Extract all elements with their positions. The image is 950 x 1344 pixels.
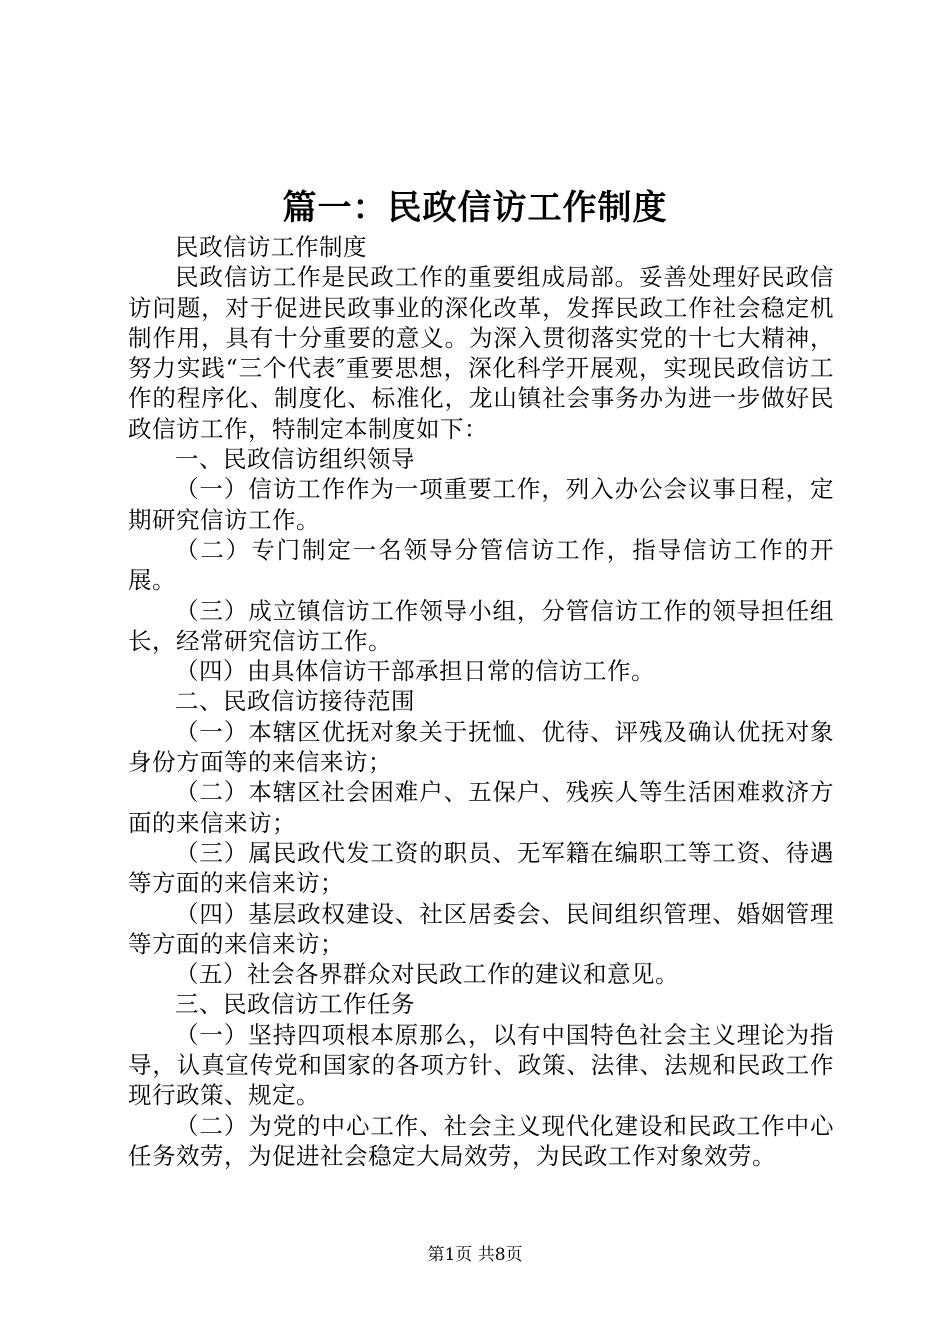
page-indicator: 第1页 共8页 <box>427 1245 523 1265</box>
paragraph: （一）信访工作作为一项重要工作，列入办公会议事日程，定期研究信访工作。 <box>128 475 834 534</box>
document-title: 篇一：民政信访工作制度 <box>282 188 668 228</box>
paragraph: （二）为党的中心工作、社会主义现代化建设和民政工作中心任务效劳，为促进社会稳定大局效劳，为民政工作对象效劳。 <box>128 1111 834 1170</box>
document-body <box>128 232 834 1171</box>
paragraph: （二）专门制定一名领导分管信访工作，指导信访工作的开展。 <box>128 535 834 595</box>
paragraph: 民政信访工作制度 <box>175 233 367 261</box>
paragraph: （一）坚持四项根本原那么，以有中国特色社会主义理论为指导，认真宣传党和国家的各项方针、政策、法律、法规和民政工作现行政策、规定。 <box>128 1020 834 1110</box>
section-heading: 一、民政信访组织领导 <box>175 445 415 474</box>
section-heading: 二、民政信访接待范围 <box>175 687 415 716</box>
paragraph: （五）社会各界群众对民政工作的建议和意见。 <box>175 960 679 989</box>
paragraph: 民政信访工作是民政工作的重要组成局部。妥善处理好民政信访问题，对于促进民政事业的深化改革，发挥民政工作社会稳定机制作用，具有十分重要的意义。为深入贯彻落实党的十七大精神，努力实践“三个代表″重要思想，深化科学开展观，实现民政信访工作的程序化、制度化、标准化，龙山镇社会事务办为进一步做好民政信访工作，特制定本制度如下： <box>128 263 834 443</box>
paragraph: （四）由具体信访干部承担日常的信访工作。 <box>175 657 655 686</box>
paragraph: （四）基层政权建设、社区居委会、民间组织管理、婚姻管理等方面的来信来访； <box>128 899 834 958</box>
paragraph: （三）成立镇信访工作领导小组，分管信访工作的领导担任组长，经常研究信访工作。 <box>128 596 834 655</box>
paragraph: （三）属民政代发工资的职员、无军籍在编职工等工资、待遇等方面的来信来访； <box>128 838 834 898</box>
paragraph: （二）本辖区社会困难户、五保户、残疾人等生活困难救济方面的来信来访； <box>128 778 834 837</box>
section-heading: 三、民政信访工作任务 <box>175 990 415 1019</box>
paragraph: （一）本辖区优抚对象关于抚恤、优待、评残及确认优抚对象身份方面等的来信来访； <box>128 717 834 777</box>
